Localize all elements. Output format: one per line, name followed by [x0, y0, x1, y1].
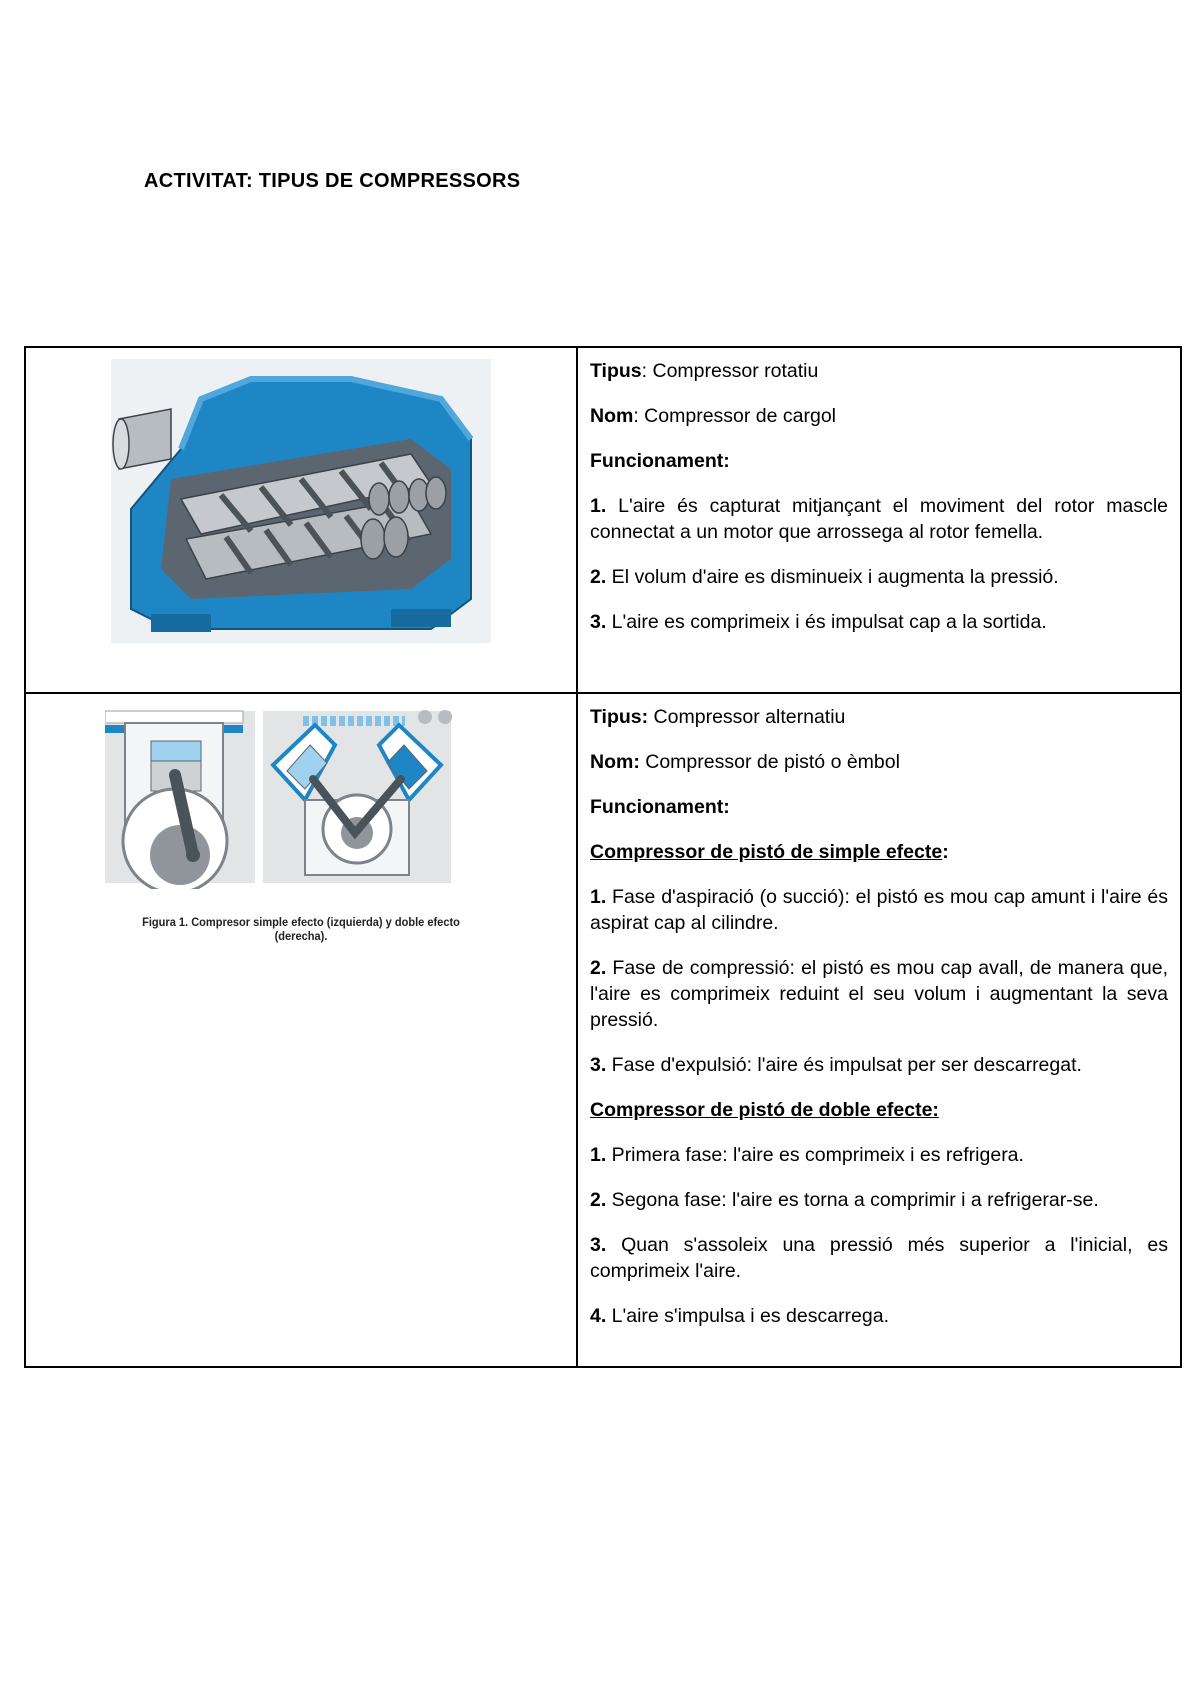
nom-label: Nom	[590, 405, 634, 427]
tipus-label: Tipus:	[590, 706, 649, 728]
funcionament-heading: Funcionament:	[590, 450, 730, 472]
text-cell-reciprocating	[577, 693, 1181, 1367]
step-item: 2. Segona fase: l'aire es torna a comprimir i a refrigerar-se.	[590, 1189, 1099, 1211]
step-item: 3. L'aire es comprimeix i és impulsat cap a la sortida.	[590, 611, 1047, 633]
screw-compressor-image	[111, 359, 491, 643]
image-cell-reciprocating	[25, 693, 577, 1367]
nom-line	[590, 403, 1168, 429]
tipus-line	[590, 704, 1168, 730]
step-item: 2. Fase de compressió: el pistó es mou cap avall, de manera que, l'aire es comprimeix reduint el seu volum i augmentant la seva pressió.	[590, 957, 1168, 1031]
step-item: 2. El volum d'aire es disminueix i augmenta la pressió.	[590, 566, 1059, 588]
funcionament-heading: Funcionament:	[590, 796, 730, 818]
step-item: 1. L'aire és capturat mitjançant el moviment del rotor mascle connectat a un motor que arrossega al rotor femella.	[590, 495, 1168, 543]
nom-line	[590, 749, 1168, 775]
document-title: ACTIVITAT: TIPUS DE COMPRESSORS	[144, 170, 521, 192]
tipus-value: Compressor alternatiu	[648, 706, 846, 728]
tipus-line	[590, 358, 1168, 384]
image-cell-rotary	[25, 347, 577, 693]
piston-compressor-image	[105, 705, 469, 889]
simple-effect-heading: Compressor de pistó de simple efecte:	[590, 841, 949, 863]
nom-value: : Compressor de cargol	[633, 405, 837, 427]
text-cell-rotary	[577, 347, 1181, 693]
tipus-label: Tipus	[590, 360, 642, 382]
table-row-reciprocating	[25, 693, 1181, 1367]
nom-value: Compressor de pistó o èmbol	[639, 751, 900, 773]
tipus-value: : Compressor rotatiu	[641, 360, 819, 382]
compressor-table	[24, 346, 1182, 1368]
nom-label: Nom:	[590, 751, 640, 773]
step-item: 3. Fase d'expulsió: l'aire és impulsat per ser descarregat.	[590, 1054, 1082, 1076]
step-item: 4. L'aire s'impulsa i es descarrega.	[590, 1305, 890, 1327]
double-effect-heading: Compressor de pistó de doble efecte:	[590, 1099, 939, 1121]
step-item: 1. Primera fase: l'aire es comprimeix i es refrigera.	[590, 1144, 1024, 1166]
step-item: 3. Quan s'assoleix una pressió més superior a l'inicial, es comprimeix l'aire.	[590, 1234, 1168, 1282]
table-row-rotary	[25, 347, 1181, 693]
step-item: 1. Fase d'aspiració (o succió): el pistó es mou cap amunt i l'aire és aspirat cap al cilindre.	[590, 886, 1168, 934]
figure-caption: Figura 1. Compresor simple efecto (izquierda) y doble efecto (derecha).	[142, 915, 460, 943]
